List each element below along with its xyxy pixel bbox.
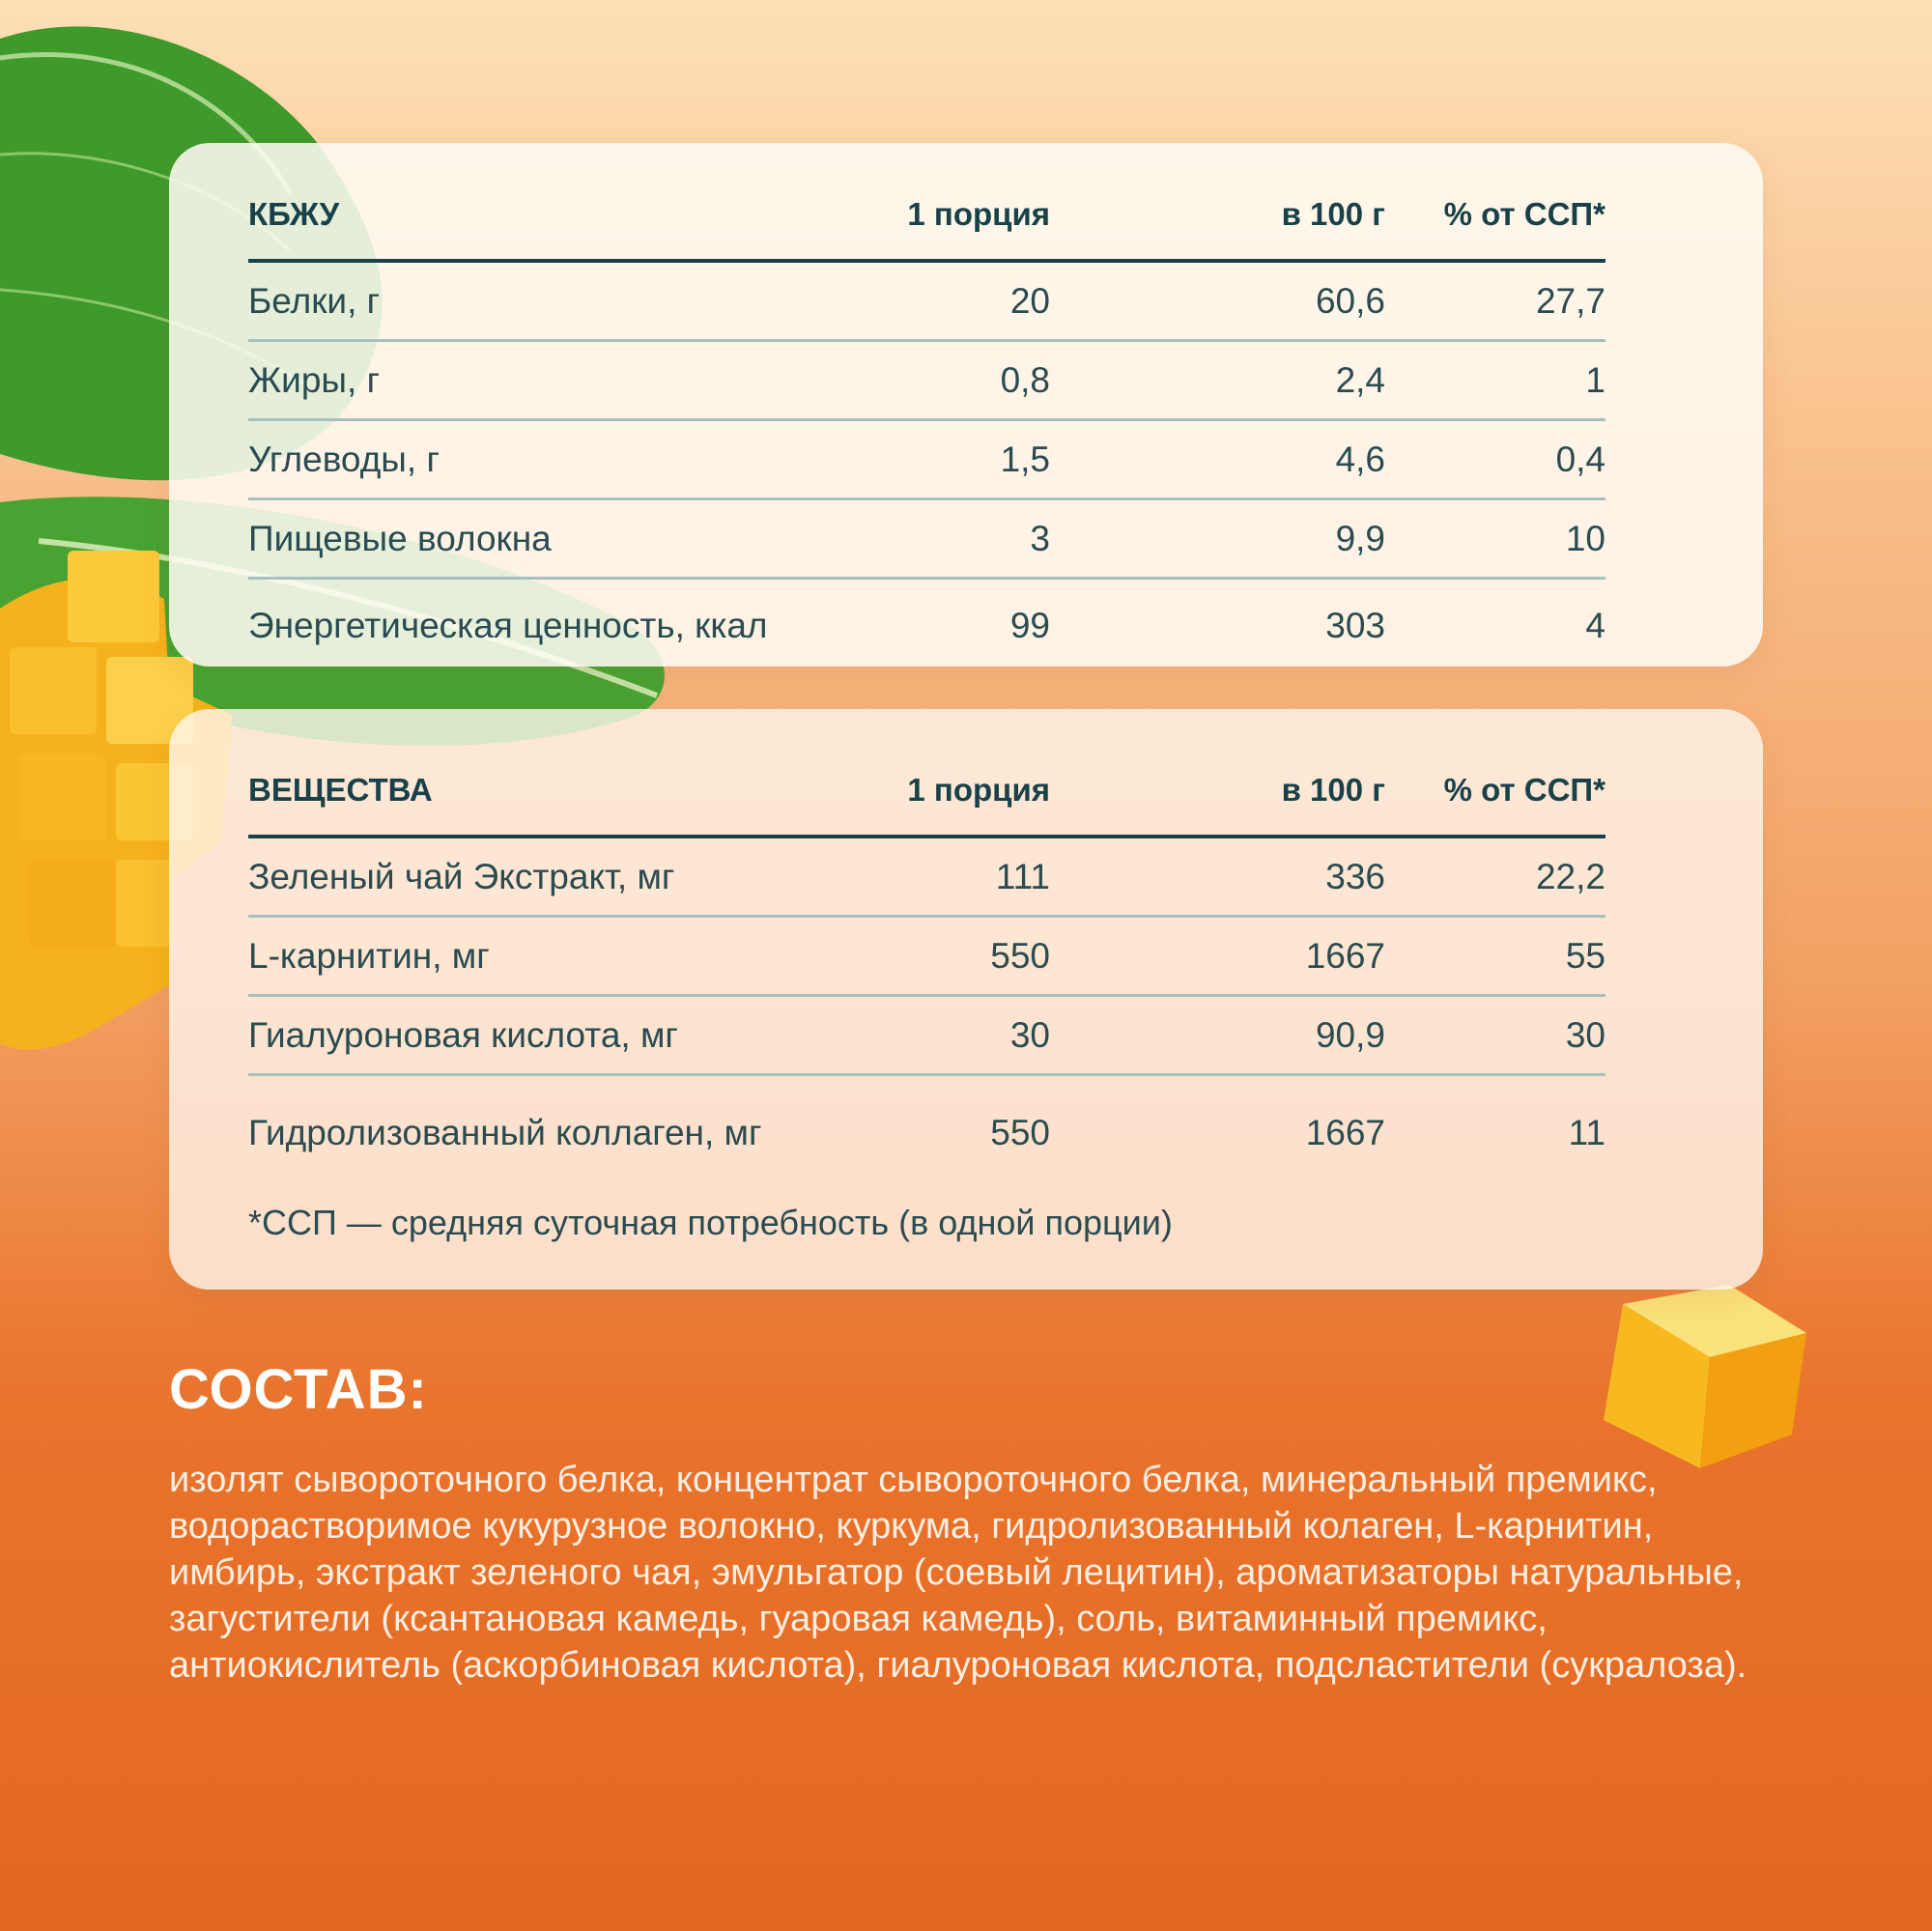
composition-title: СОСТАВ: xyxy=(169,1358,428,1421)
per-100g-value: 2,4 xyxy=(1050,341,1385,420)
footnote: *ССП — средняя суточная потребность (в одной порции) xyxy=(248,1203,1173,1242)
per-100g-value: 9,9 xyxy=(1050,499,1385,579)
macros-card xyxy=(169,143,1763,667)
daily-percent-value: 10 xyxy=(1385,499,1605,579)
column-header: ВЕЩЕСТВА xyxy=(248,746,770,837)
per-serving-value: 30 xyxy=(770,996,1050,1075)
per-serving-value: 20 xyxy=(770,261,1050,341)
column-header: 1 порция xyxy=(770,170,1050,261)
table-header-row xyxy=(248,746,1605,837)
column-header: % от ССП* xyxy=(1385,170,1605,261)
per-serving-value: 550 xyxy=(990,1113,1050,1152)
per-serving-value: 3 xyxy=(770,499,1050,579)
column-header: % от ССП* xyxy=(1385,746,1605,837)
composition-text: изолят сывороточного белка, концентрат сывороточного белка, минеральный премикс, водорастворимое кукурузное волокно, куркума, гидролизованный колаген, L-карнитин, имбирь, экстракт зеленого чая, эмульгатор (соевый лецитин), ароматизаторы натуральные, загустители (ксантановая камедь, гуаровая камедь), соль, витаминный премикс, антиокислитель (аскорбиновая кислота), гиалуроновая кислота, подсластители (сукралоза). xyxy=(169,1460,1747,1686)
nutrient-name: Энергетическая ценность, ккал xyxy=(248,606,768,645)
table-header-row xyxy=(248,170,1605,261)
per-100g-value: 60,6 xyxy=(1050,261,1385,341)
nutrient-name: Белки, г xyxy=(248,261,770,341)
per-100g-value: 1667 xyxy=(1305,1113,1385,1152)
column-header: 1 порция xyxy=(770,746,1050,837)
table-row xyxy=(248,499,1605,579)
table-row xyxy=(248,579,1605,673)
daily-percent-value: 0,4 xyxy=(1385,420,1605,499)
nutrient-name: Углеводы, г xyxy=(248,420,770,499)
nutrient-name: Пищевые волокна xyxy=(248,499,770,579)
per-serving-value: 550 xyxy=(770,917,1050,996)
per-serving-value: 99 xyxy=(1009,606,1050,645)
daily-percent-value: 22,2 xyxy=(1385,837,1605,917)
table-row xyxy=(248,996,1605,1075)
per-100g-value: 1667 xyxy=(1050,917,1385,996)
per-serving-value: 111 xyxy=(770,837,1050,917)
column-header: в 100 г xyxy=(1050,170,1385,261)
daily-percent-value: 27,7 xyxy=(1385,261,1605,341)
daily-percent-value: 1 xyxy=(1385,341,1605,420)
substance-name: Гидролизованный коллаген, мг xyxy=(248,1113,762,1152)
table-row xyxy=(248,1075,1605,1191)
substance-name: L-карнитин, мг xyxy=(248,917,770,996)
mango-cube-illustration xyxy=(1565,1265,1816,1488)
per-serving-value: 0,8 xyxy=(770,341,1050,420)
table-row xyxy=(248,917,1605,996)
daily-percent-value: 30 xyxy=(1385,996,1605,1075)
column-header: в 100 г xyxy=(1050,746,1385,837)
macros-table xyxy=(248,170,1605,672)
table-row xyxy=(248,420,1605,499)
daily-percent-value: 55 xyxy=(1385,917,1605,996)
column-header: КБЖУ xyxy=(248,170,770,261)
per-100g-value: 90,9 xyxy=(1050,996,1385,1075)
substances-card xyxy=(169,709,1763,1290)
nutrient-name: Жиры, г xyxy=(248,341,770,420)
substance-name: Зеленый чай Экстракт, мг xyxy=(248,837,770,917)
daily-percent-value: 4 xyxy=(1585,606,1605,645)
daily-percent-value: 11 xyxy=(1568,1113,1605,1152)
per-100g-value: 303 xyxy=(1325,606,1385,645)
table-row xyxy=(248,261,1605,341)
table-row xyxy=(248,341,1605,420)
per-serving-value: 1,5 xyxy=(770,420,1050,499)
per-100g-value: 336 xyxy=(1050,837,1385,917)
table-row xyxy=(248,837,1605,917)
per-100g-value: 4,6 xyxy=(1050,420,1385,499)
substances-table xyxy=(248,746,1605,1190)
substance-name: Гиалуроновая кислота, мг xyxy=(248,996,770,1075)
